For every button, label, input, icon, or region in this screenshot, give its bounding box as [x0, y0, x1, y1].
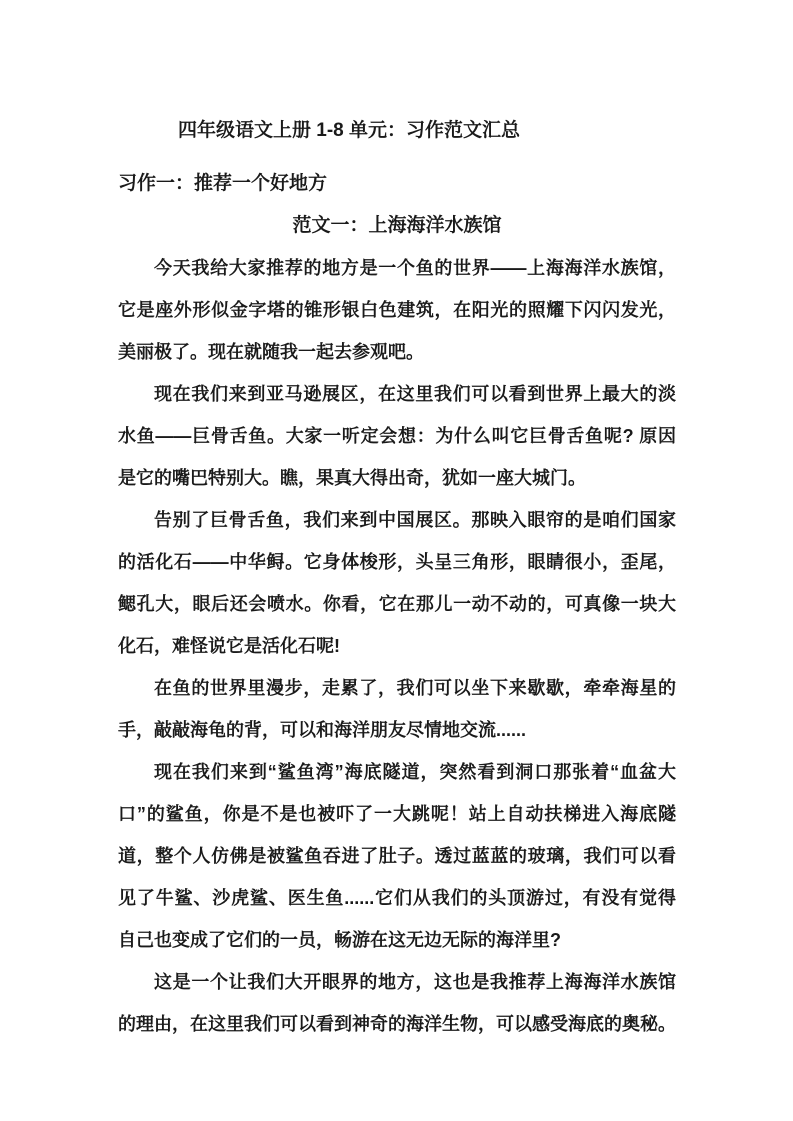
paragraph-line: 鳃孔大，眼后还会喷水。你看，它在那儿一动不动的，可真像一块大 — [118, 594, 676, 614]
paragraph-container — [118, 247, 676, 1045]
paragraph — [118, 247, 676, 373]
paragraph-line: 自己也变成了它们的一员，畅游在这无边无际的海洋里? — [118, 930, 561, 950]
paragraph-line: 告别了巨骨舌鱼，我们来到中国展区。那映入眼帘的是咱们国家 — [154, 510, 676, 530]
paragraph — [118, 667, 676, 751]
paragraph — [118, 373, 676, 499]
paragraph — [118, 751, 676, 961]
paragraph-line: 的活化石——中华鲟。它身体梭形，头呈三角形，眼睛很小，歪尾， — [118, 552, 676, 572]
paragraph-line: 化石，难怪说它是活化石呢! — [118, 636, 340, 656]
paragraph-line: 口”的鲨鱼，你是不是也被吓了一大跳呢！站上自动扶梯进入海底隧 — [118, 804, 676, 824]
paragraph-line: 在鱼的世界里漫步，走累了，我们可以坐下来歇歇，牵牵海星的 — [154, 678, 676, 698]
paragraph-line: 的理由，在这里我们可以看到神奇的海洋生物，可以感受海底的奥秘。 — [118, 1014, 676, 1034]
paragraph-line: 这是一个让我们大开眼界的地方，这也是我推荐上海海洋水族馆 — [154, 972, 676, 992]
paragraph-line: 现在我们来到亚马逊展区，在这里我们可以看到世界上最大的淡 — [154, 384, 676, 404]
paragraph-line: 水鱼——巨骨舌鱼。大家一听定会想：为什么叫它巨骨舌鱼呢? 原因 — [118, 426, 676, 446]
paragraph — [118, 499, 676, 667]
paragraph-line: 现在我们来到“鲨鱼湾”海底隧道，突然看到洞口那张着“血盆大 — [154, 762, 676, 782]
paragraph-line: 道，整个人仿佛是被鲨鱼吞进了肚子。透过蓝蓝的玻璃，我们可以看 — [118, 846, 676, 866]
document-content — [118, 110, 676, 1045]
paragraph-line: 手，敲敲海龟的背，可以和海洋朋友尽情地交流...... — [118, 720, 527, 740]
paragraph-line: 它是座外形似金字塔的锥形银白色建筑，在阳光的照耀下闪闪发光， — [118, 300, 676, 320]
document-title: 四年级语文上册 1-8 单元：习作范文汇总 — [178, 120, 521, 141]
paragraph-line: 今天我给大家推荐的地方是一个鱼的世界——上海海洋水族馆， — [154, 258, 676, 278]
paragraph-line: 是它的嘴巴特别大。瞧，果真大得出奇，犹如一座大城门。 — [118, 468, 586, 488]
paragraph — [118, 961, 676, 1045]
essay-title: 范文一：上海海洋水族馆 — [292, 215, 502, 236]
paragraph-line: 见了牛鲨、沙虎鲨、医生鱼......它们从我们的头顶游过，有没有觉得 — [118, 888, 676, 908]
section-heading: 习作一：推荐一个好地方 — [118, 173, 328, 194]
paragraph-line: 美丽极了。现在就随我一起去参观吧。 — [118, 342, 424, 362]
